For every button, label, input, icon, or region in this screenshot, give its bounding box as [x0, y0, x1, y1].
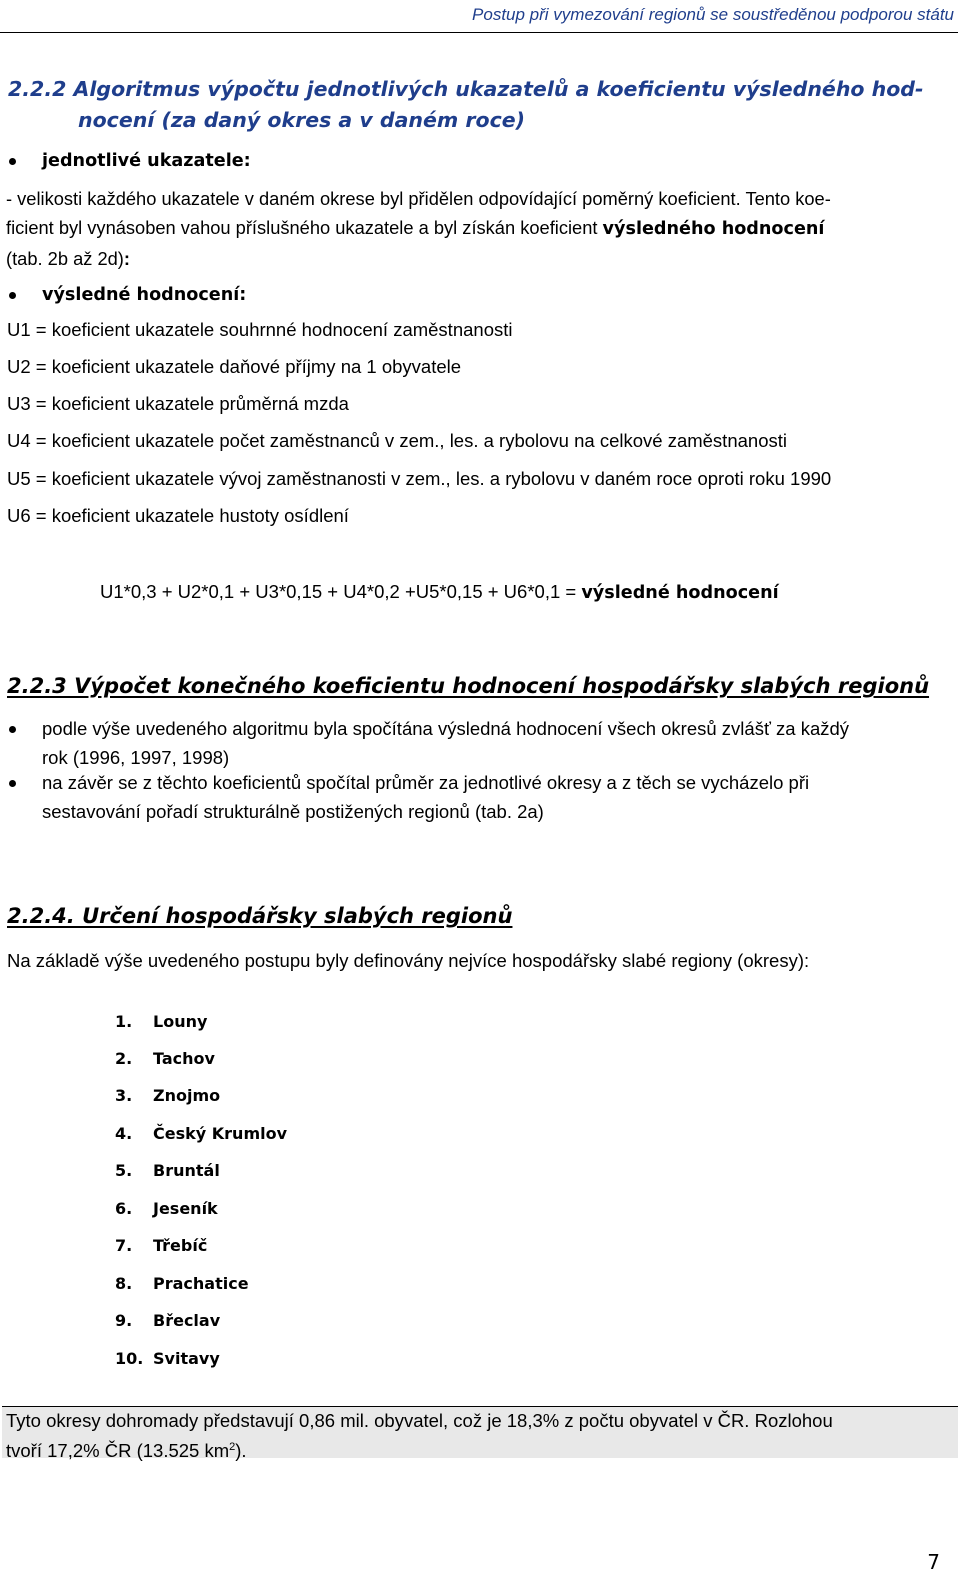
list-item: 5. Bruntál	[115, 1161, 220, 1180]
bullet-dot	[9, 292, 16, 299]
section-intro: Na základě výše uvedeného postupu byly definovány nejvíce hospodářsky slabé regiony (okresy):	[7, 950, 810, 971]
bullet-dot	[9, 726, 16, 733]
para-line-2: ficient byl vynásoben vahou příslušného ukazatele a byl získán koeficient výsledného hodnocení	[6, 217, 825, 239]
bullet-dot	[9, 158, 16, 165]
bullet-dot	[9, 780, 16, 787]
summary-box	[2, 1406, 958, 1462]
para-line-1: - velikosti každého ukazatele v daném okrese byl přidělen odpovídající poměrný koeficient. Tento koe-	[6, 188, 831, 209]
list-item: 7. Třebíč	[115, 1236, 208, 1255]
bullet-vysledne-hodnoceni: výsledné hodnocení:	[42, 285, 247, 305]
list-item: 10. Svitavy	[115, 1349, 220, 1368]
section-heading-2-2-4: 2.2.4. Určení hospodářsky slabých regionů	[7, 904, 513, 928]
regions-list	[115, 1012, 515, 1392]
section-heading-2-2-3: 2.2.3 Výpočet konečného koeficientu hodnocení hospodářsky slabých regionů	[7, 674, 930, 698]
u-item-3: U3 = koeficient ukazatele průměrná mzda	[7, 393, 349, 414]
list-item: 2. Tachov	[115, 1049, 215, 1068]
u-item-5: U5 = koeficient ukazatele vývoj zaměstnanosti v zem., les. a rybolovu v daném roce oproti roku 1990	[7, 468, 832, 489]
list-item: 1. Louny	[115, 1012, 208, 1031]
u-item-6: U6 = koeficient ukazatele hustoty osídlení	[7, 505, 349, 526]
running-header	[0, 0, 958, 33]
list-item: 9. Břeclav	[115, 1311, 221, 1330]
summary-text: Tyto okresy dohromady představují 0,86 mil. obyvatel, což je 18,3% z počtu obyvatel v ČR. Rozlohou tvoří 17,2% ČR (13.525 $km^2$).	[6, 1410, 833, 1462]
heading-line-2: nocení (za daný okres a v daném roce)	[78, 108, 526, 132]
list-item: 6. Jeseník	[115, 1199, 218, 1218]
formula: U1*0,3 + U2*0,1 + U3*0,15 + U4*0,2 +U5*0,15 + U6*0,1 = výsledné hodnocení	[100, 581, 779, 603]
u-item-1: U1 = koeficient ukazatele souhrnné hodnocení zaměstnanosti	[7, 319, 513, 340]
heading-line-1: 2.2.2 Algoritmus výpočtu jednotlivých ukazatelů a koeficientu výsledného hod-	[8, 77, 924, 101]
list-item: 4. Český Krumlov	[115, 1124, 288, 1143]
page-number: 7	[927, 1550, 940, 1574]
bullet-algoritmus: podle výše uvedeného algoritmu byla spočítána výsledná hodnocení všech okresů zvlášť za každý rok (1996, 1997, 1998)	[42, 718, 850, 768]
bullet-prumer: na závěr se z těchto koeficientů spočítal průměr za jednotlivé okresy a z těch se vycházelo při sestavování pořadí strukturálně postižených regionů (tab. 2a)	[42, 772, 810, 822]
bullet-jednotlive-ukazatele: jednotlivé ukazatele:	[42, 151, 251, 171]
u-item-4: U4 = koeficient ukazatele počet zaměstnanců v zem., les. a rybolovu na celkové zaměstnanosti	[7, 430, 787, 451]
running-title: Postup při vymezování regionů se soustředěnou podporou státu	[472, 5, 954, 24]
para-line-3: (tab. 2b až 2d):	[6, 248, 130, 269]
u-item-2: U2 = koeficient ukazatele daňové příjmy na 1 obyvatele	[7, 356, 462, 377]
list-item: 3. Znojmo	[115, 1086, 221, 1105]
list-item: 8. Prachatice	[115, 1274, 249, 1293]
section-heading-2-2-2	[8, 74, 948, 136]
paragraph-ukazatele	[6, 184, 950, 273]
